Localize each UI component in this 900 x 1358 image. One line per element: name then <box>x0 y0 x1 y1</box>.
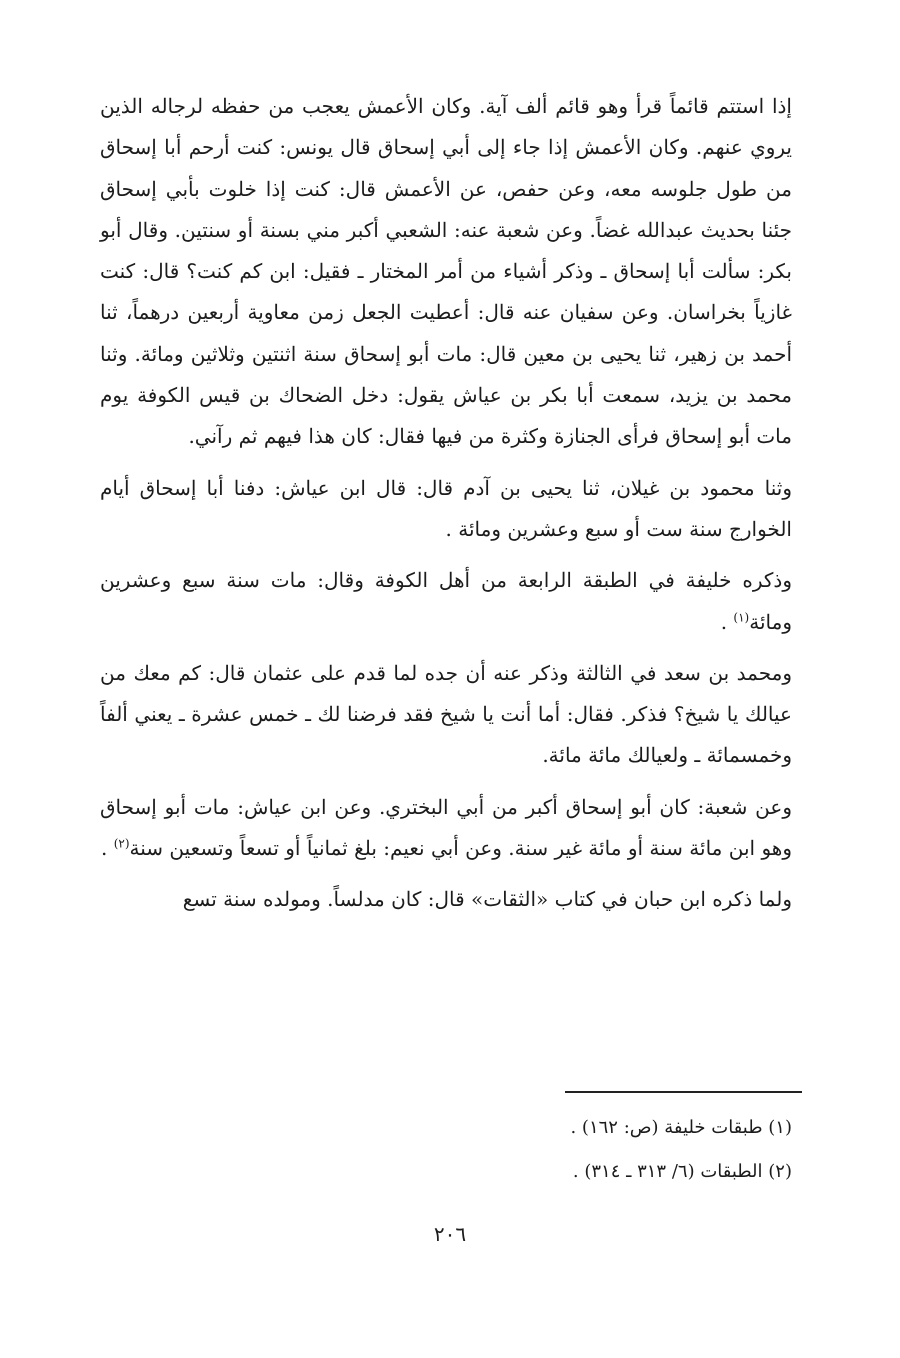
footnotes <box>300 1106 792 1194</box>
paragraph-4 <box>100 653 792 777</box>
paragraph-text: وثنا محمود بن غيلان، ثنا يحيى بن آدم قال: قال ابن عياش: دفنا أبا إسحاق أيام الخوارج سنة ست أو سبع وعشرين ومائة . <box>100 475 792 541</box>
paragraph-2 <box>100 468 792 551</box>
page-number: ٢٠٦ <box>433 1222 467 1246</box>
footnote-divider <box>565 1091 802 1093</box>
paragraph-tail: . <box>720 609 734 634</box>
footnote-ref-1: (١) <box>733 609 750 624</box>
footnote-1: (١) طبقات خليفة (ص: ١٦٢) . <box>570 1117 792 1138</box>
paragraph-text: وعن شعبة: كان أبو إسحاق أكبر من أبي البختري. وعن ابن عياش: مات أبو إسحاق وهو ابن مائة سنة أو مائة غير سنة. وعن أبي نعيم: بلغ ثمانياً أو تسعاً وتسعين سنة <box>100 794 792 861</box>
footnote-2: (٢) الطبقات (٦/ ٣١٣ ـ ٣١٤) . <box>572 1161 792 1182</box>
paragraph-text: ولما ذكره ابن حبان في كتاب «الثقات» قال: كان مدلساً. ومولده سنة تسع <box>182 887 792 912</box>
paragraph-text: وذكره خليفة في الطبقة الرابعة من أهل الكوفة وقال: مات سنة سبع وعشرين ومائة <box>100 568 792 634</box>
paragraph-text: ومحمد بن سعد في الثالثة وذكر عنه أن جده لما قدم على عثمان قال: كم معك من عيالك يا شيخ؟ فذكر. فقال: أما أنت يا شيخ فقد فرضنا لك ـ خمس عشرة ـ يعني ألفاً وخمسمائة ـ ولعيالك مائة مائة. <box>100 660 792 768</box>
paragraph-tail: . <box>101 836 114 861</box>
paragraph-6 <box>100 879 792 920</box>
paragraph-5 <box>100 787 792 870</box>
paragraph-3 <box>100 560 792 643</box>
paragraph-1 <box>100 86 792 458</box>
paragraph-text: إذا استتم قائماً قرأ وهو قائم ألف آية. وكان الأعمش يعجب من حفظه لرجاله الذين يروي عنهم. وكان الأعمش إذا جاء إلى أبي إسحاق قال يونس: كنت أرحم أبا إسحاق من طول جلوسه معه، وعن حفص، عن الأعمش قال: كنت إذا خلوت بأبي إسحاق جئنا بحديث عبدالله غضاً. وعن شعبة عنه: الشعبي أكبر مني بسنة أو سنتين. وقال أبو بكر: سألت أبا إسحاق ـ وذكر أشياء من أمر المختار ـ فقيل: ابن كم كنت؟ قال: كنت غازياً بخراسان. وعن سفيان عنه قال: أعطيت الجعل زمن معاوية أربعين درهماً، ثنا أحمد بن زهير، ثنا يحيى بن معين قال: مات أبو إسحاق سنة اثنتين وثلاثين ومائة. وثنا محمد بن يزيد، سمعت أبا بكر بن عياش يقول: دخل الضحاك بن قيس الكوفة يوم مات أبو إسحاق فرأى الجنازة وكثرة من فيها فقال: كان هذا فيهم ثم رآني. <box>100 94 792 449</box>
main-text <box>100 86 792 931</box>
footnote-ref-2: (٢) <box>113 836 130 851</box>
